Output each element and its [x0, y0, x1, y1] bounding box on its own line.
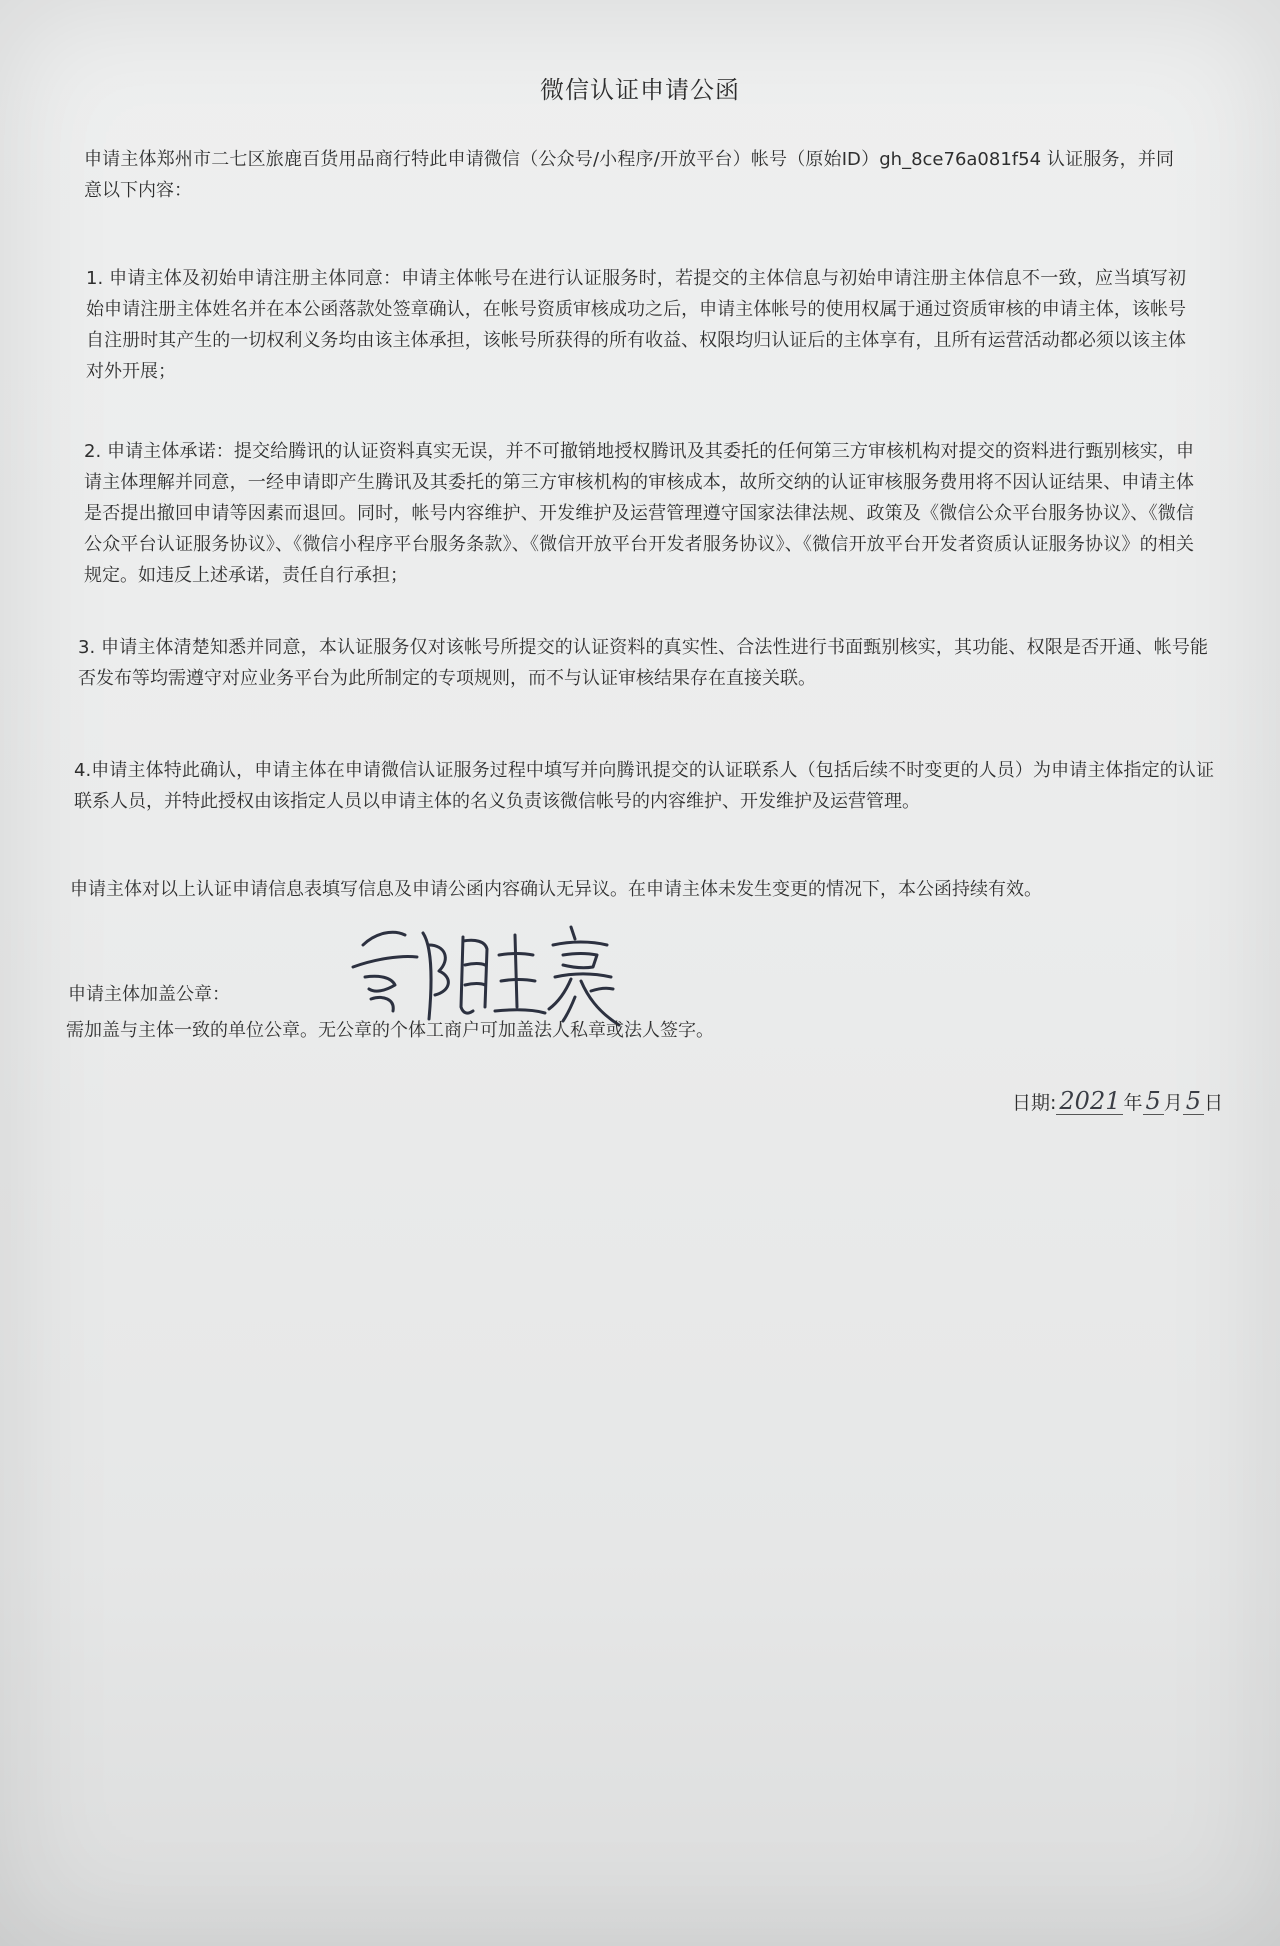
date-day: 5 — [1183, 1088, 1204, 1115]
clause-4: 4.申请主体特此确认，申请主体在申请微信认证服务过程中填写并向腾讯提交的认证联系人（包括后续不时变更的人员）为申请主体指定的认证联系人员，并特此授权由该指定人员以申请主体的名义负责该微信帐号的内容维护、开发维护及运营管理。 — [74, 760, 1214, 812]
seal-label: 申请主体加盖公章： — [68, 984, 230, 1005]
seal-note: 需加盖与主体一致的单位公章。无公章的个体工商户可加盖法人私章或法人签字。 — [66, 1020, 714, 1041]
date-month-unit: 月 — [1163, 1092, 1183, 1114]
document-title: 微信认证申请公函 — [540, 76, 740, 104]
intro-paragraph: 申请主体郑州市二七区旅鹿百货用品商行特此申请微信（公众号/小程序/开放平台）帐号（原始ID）gh_8ce76a081f54 认证服务，并同意以下内容： — [84, 149, 1174, 201]
clause-3: 3. 申请主体清楚知悉并同意，本认证服务仅对该帐号所提交的认证资料的真实性、合法性进行书面甄别核实，其功能、权限是否开通、帐号能否发布等均需遵守对应业务平台为此所制定的专项规则，而不与认证审核结果存在直接关联。 — [78, 637, 1208, 689]
clause-2: 2. 申请主体承诺：提交给腾讯的认证资料真实无误，并不可撤销地授权腾讯及其委托的任何第三方审核机构对提交的资料进行甄别核实，申请主体理解并同意，一经申请即产生腾讯及其委托的第三方审核机构的审核成本，故所交纳的认证审核服务费用将不因认证结果、申请主体是否提出撤回申请等因素而退回。同时，帐号内容维护、开发维护及运营管理遵守国家法律法规、政策及《微信公众平台服务协议》、《微信公众平台认证服务协议》、《微信小程序平台服务条款》、《微信开放平台开发者服务协议》、《微信开放平台开发者资质认证服务协议》的相关规定。如违反上述承诺，责任自行承担； — [84, 441, 1194, 586]
date-year-unit: 年 — [1123, 1092, 1143, 1114]
date-month: 5 — [1143, 1088, 1164, 1115]
date-label: 日期: — [1012, 1092, 1057, 1114]
date-day-unit: 日 — [1204, 1092, 1224, 1114]
date-year: 2021 — [1056, 1088, 1123, 1115]
date-line — [1012, 1088, 1223, 1115]
clause-1: 1. 申请主体及初始申请注册主体同意：申请主体帐号在进行认证服务时，若提交的主体信息与初始申请注册主体信息不一致，应当填写初始申请注册主体姓名并在本公函落款处签章确认，在帐号资质审核成功之后，申请主体帐号的使用权属于通过资质审核的申请主体，该帐号自注册时其产生的一切权利义务均由该主体承担，该帐号所获得的所有收益、权限均归认证后的主体享有，且所有运营活动都必须以该主体对外开展； — [86, 268, 1186, 382]
confirmation-paragraph: 申请主体对以上认证申请信息表填写信息及申请公函内容确认无异议。在申请主体未发生变更的情况下，本公函持续有效。 — [70, 879, 1042, 900]
